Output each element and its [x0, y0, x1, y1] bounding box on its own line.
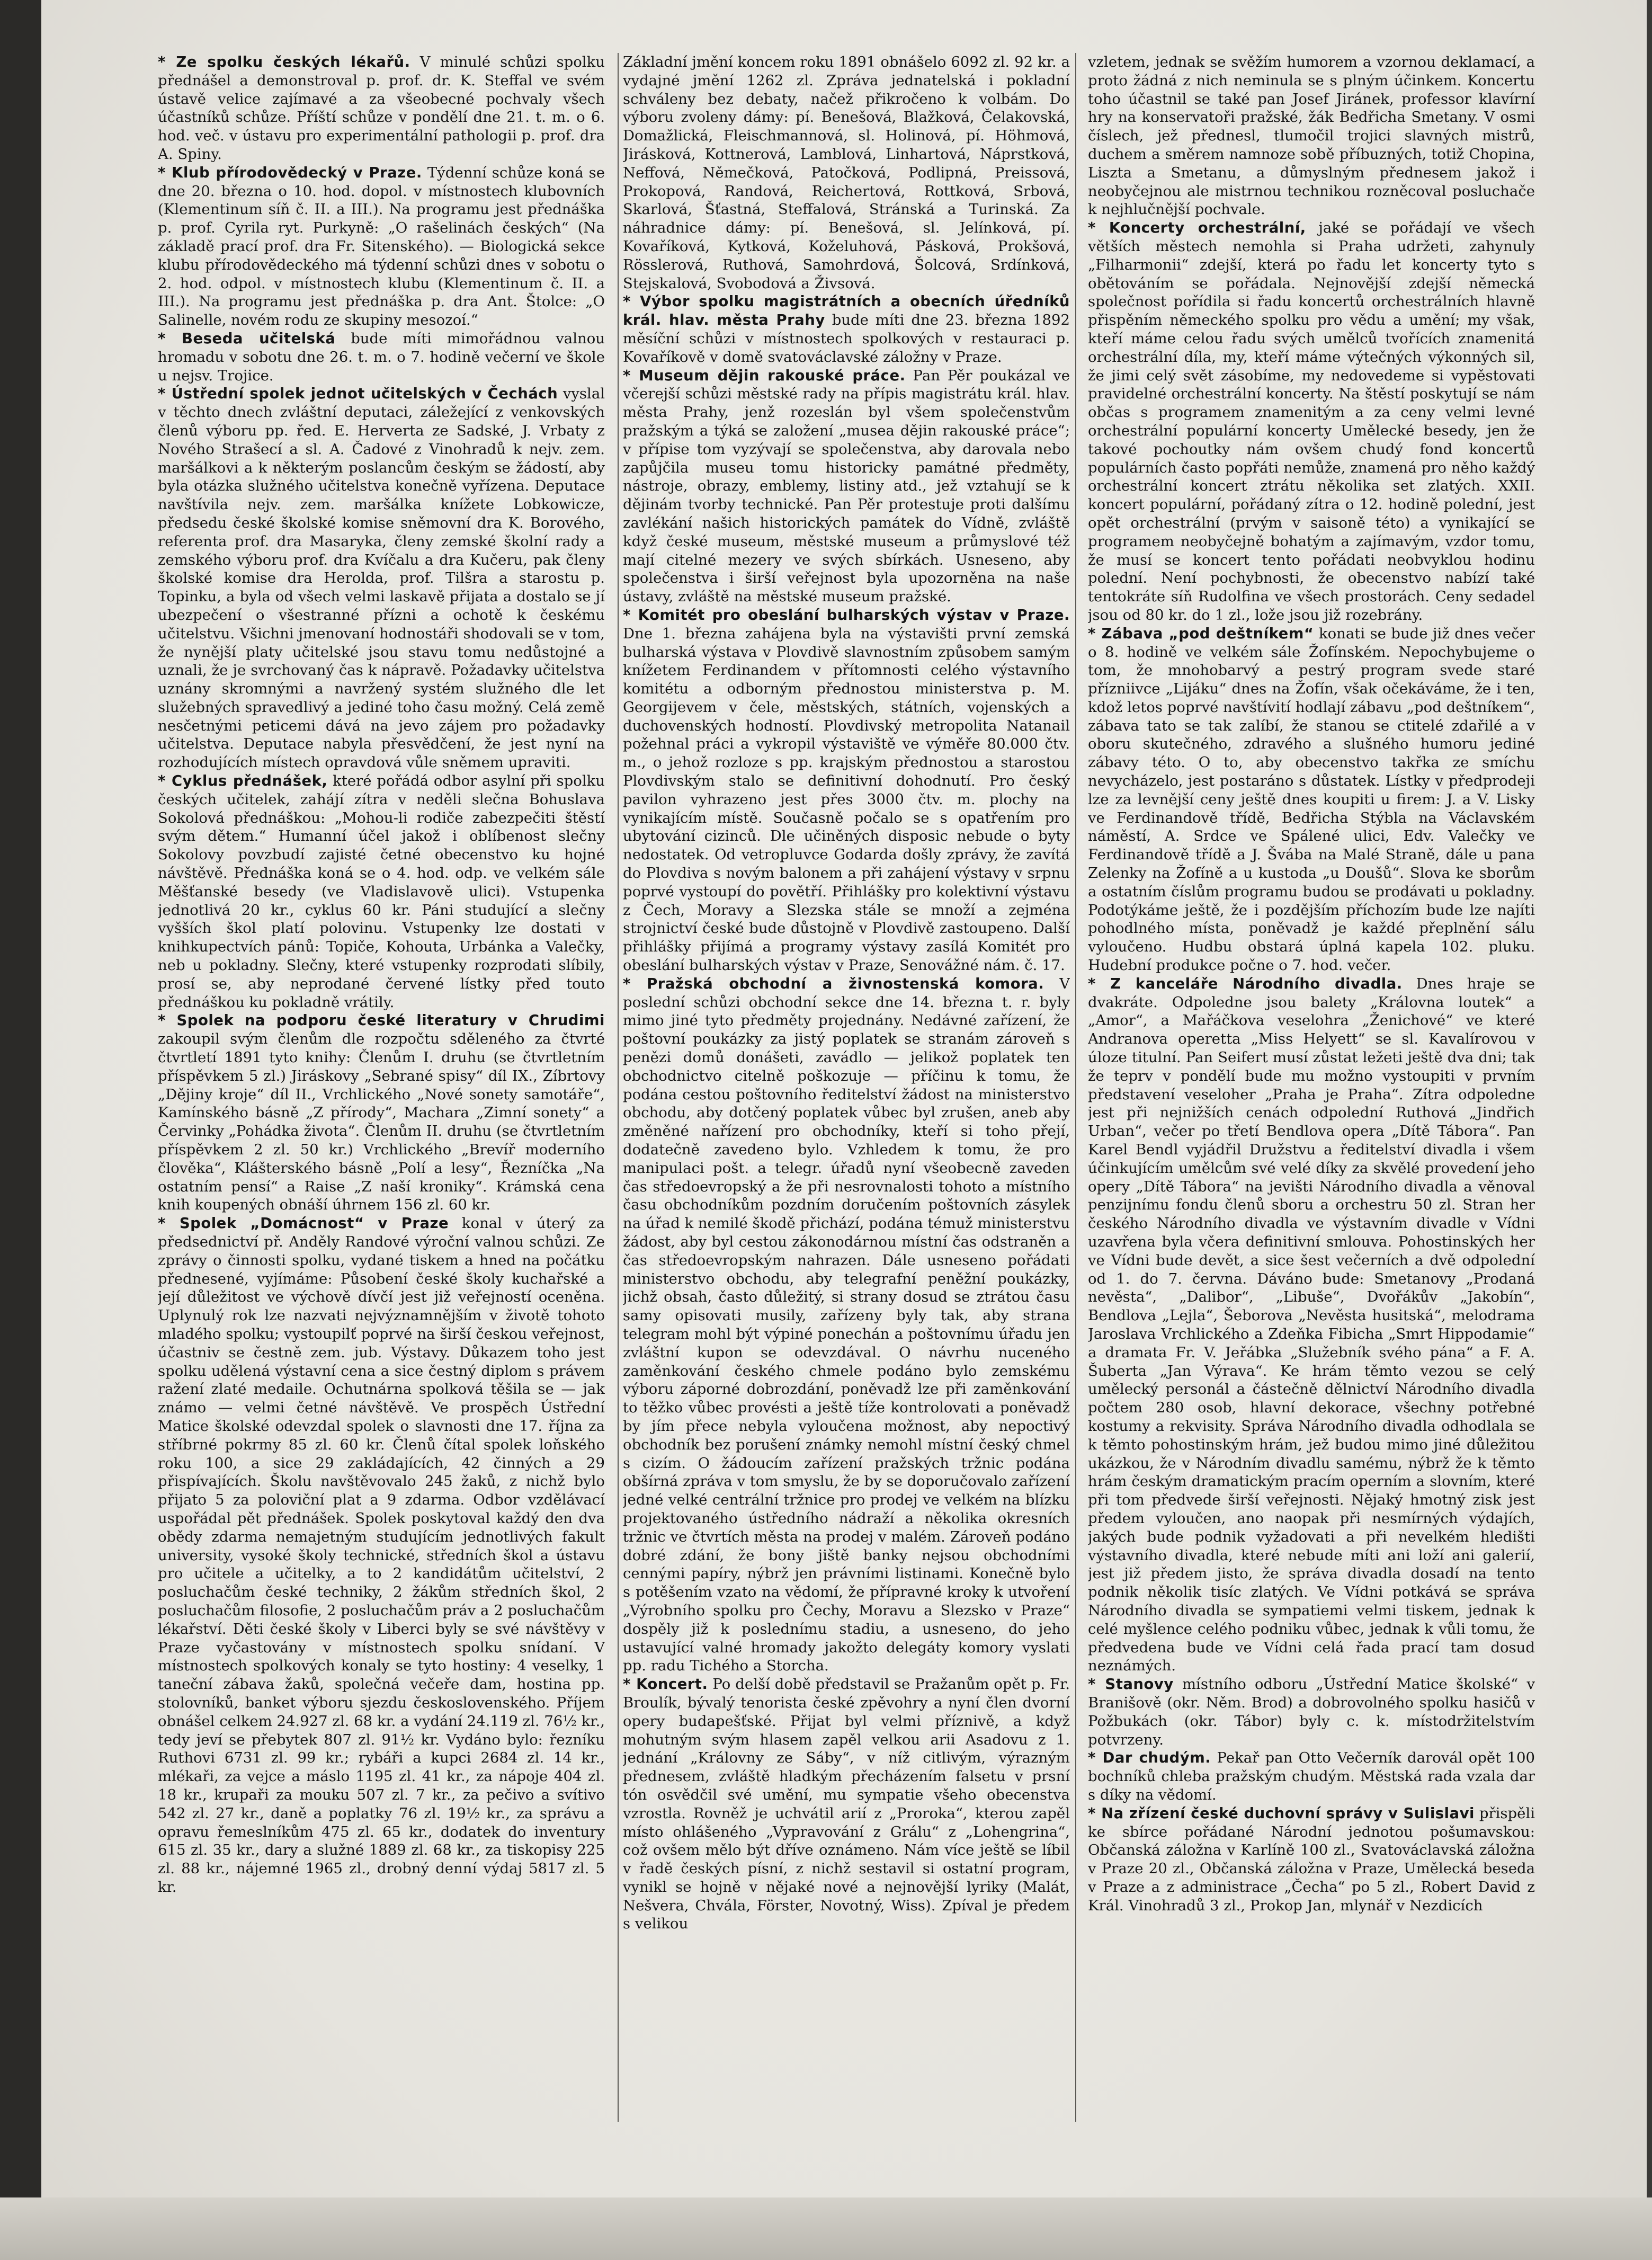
paragraph-text: Týdenní schůze koná se dne 20. března o 10. hod. dopol. v místnostech klubovních (Klementinum síň č. II. a III.). Na programu jest přednáška p. prof. Cyrila ryt. Purkyně: „O rašelinách českých“ (Na základě prací prof. dra Fr. Sitenského). — Biologická sekce klubu přírodovědeckého má týdenní schůzi dnes v sobotu o 2. hod. odpol. v místnostech klubu (Klementinum č. II. a III.). Na programu jest přednáška p. dra Ant. Štolce: „O Salinelle, novém rodu ze skupiny mesozoí.“ [158, 164, 605, 329]
paragraph-heading: * Koncert. [623, 1676, 708, 1693]
paragraph-text: V poslední schůzi obchodní sekce dne 14. března t. r. byly mimo jiné tyto předměty projednány. Nedávné zařízení, že poštovní poukázky za jistý poplatek se stranám zároveň s penězi domů donášeti, zavádlo — jelikož poplatek ten obchodnictvo citelně poškozuje — příčinu k tomu, že podána cestou poštovního ředitelství žádost na ministerstvo obchodu, aby dotčený poplatek vůbec byl zrušen, aneb aby změněné nařízení pro obchodníky, kteří si toho přejí, dodatečně zavedeno bylo. Vzhledem k tomu, že pro manipulaci pošt. a telegr. úřadů nyní všeobecně zaveden čas středoevropský a že při nesrovnalosti tohoto a místního času obchodníkům pozdním doručením poštovních zásylek na úřad k nemilé škodě přichází, podána témuž ministerstvu žádost, aby byl cestou zákonodárnou místní čas odstraněn a čas středoevropským nahrazen. Dále usneseno pořádati ministerstvo obchodu, aby telegrafní peněžní poukázky, jichž obsah, často důležitý, si strany dosud se ztrátou času samy opisovati musily, zařízeny byly tak, aby strana telegram mohl být výpiné ponechán a poštovnímu úřadu jen zvláštní kupon se odevzdával. O návrhu nuceného zaměnkování českého chmele podáno bylo zemskému výboru záporné dobrozdání, poněvadž lze při zaměnkování to těžko vůbec provésti a ještě tíže kontrolovati a poněvadž by jím přece nebyla vyloučena možnost, aby nepoctivý obchodník bez porušení známky nemohl místní český chmel s cizím. O žádoucím zařízení pražských tržnic podána obšírná zpráva v tom smyslu, že by se doporučovalo zařízení jedné velké centrální tržnice pro prodej ve velkém na blízku projektovaného ústředního nádraží a několika okresních tržnic ve čtvrtích města na prodej v malém. Zároveň podáno dobré zdání, že bony jiště banky nejsou obchodními cennými papíry, nýbrž jen právními listinami. Konečně bylo s potěšením vzato na vědomí, že přípravné kroky k utvoření „Výrobního spolku pro Čechy, Moravu a Slezsko v Praze“ dospěly již k poslednímu stadiu, a usneseno, do jeho ustavující valné hromady jakožto delegáty komory vyslati pp. radu Tichého a Storcha. [623, 975, 1070, 1675]
paragraph-text: Po delší době představil se Pražanům opět p. Fr. Broulík, bývalý tenorista české zpěvohry a nyní člen dvorní opery budapešťské. Přijat byl velmi příznivě, a když mohutným svým hlasem zapěl velkou arii Asadovu z 1. jednání „Královny ze Sáby“, v níž citlivým, výrazným přednesem, zvláště hladkým přecházením falsetu v prsní tón osvědčil své umění, mu sympatie všeho obecenstva vzrostla. Rovněž je uchvátil arií z „Proroka“, kterou zapěl místo ohlášeného „Vypravování z Grálu“ z „Lohengrina“, což ovšem mělo být dříve oznámeno. Nám více ještě se líbil v řadě českých písní, z nichž sestavil si ostatní program, vynikl se hojně v nějaké nové a nejnovější lyriky (Malát, Nešvera, Chvála, Förster, Novotný, Wiss). Zpíval je předem s velikou [623, 1676, 1070, 1933]
paragraph-text: Dne 1. března zahájena byla na výstavišti první zemská bulharská výstava v Plovdivě slavnostním způsobem samým knížetem Ferdinandem v přítomnosti celého výstavního komitétu a odborným přednostou ministerstva p. M. Georgijevem v čele, městských, státních, vojenských a duchovenských hodností. Plovdivský metropolita Natanail požehnal práci a vykropil výstaviště ve výměře 80.000 čtv. m., o jehož rozloze s pp. krajským přednostou a starostou Plovdivským stalo se definitivní dohodnutí. Pro český pavilon vyhrazeno jest přes 3000 čtv. m. plochy na vynikajícím místě. Současně počalo se s opatřením pro ubytování cizinců. Dle učiněných disposic nebude o byty nedostatek. Od vetropluvce Godarda došly zprávy, že zavítá do Plovdiva s novým balonem a při zahájení výstavy v srpnu poprvé vystoupí do povětří. Přihlášky pro kolektivní výstavu z Čech, Moravy a Slezska stále se množí a zejména strojnictví české bude důstojně v Plovdivě zastoupeno. Další přihlášky přijímá a programy výstavy zasílá Komitét pro obeslání bulharských výstav v Praze, Senovážné nám. č. 17. [623, 625, 1070, 974]
paragraph-text: Základní jmění koncem roku 1891 obnášelo 6092 zl. 92 kr. a vydajné jmění 1262 zl. Zpráva jednatelská i pokladní schváleny bez debaty, načež přikročeno k volbám. Do výboru zvoleny dámy: pí. Benešová, Blažková, Čelakovská, Domažlická, Fleischmannová, sl. Holinová, pí. Höhmová, Jirásková, Kottnerová, Lamblová, Linhartová, Náprstková, Neffová, Němečková, Patočková, Podlipná, Preissová, Prokopová, Randová, Reichertová, Rottková, Srbová, Skarlová, Šťastná, Steffalová, Stránská a Turinská. Za náhradnice dámy: pí. Benešová, sl. Jelínková, pí. Kovaříková, Kytková, Koželuhová, Pásková, Prokšová, Rösslerová, Ruthová, Samohrdová, Šolcová, Srdínková, Stejskalová, Svobodová a Živsová. [623, 54, 1070, 292]
news-paragraph [623, 975, 1070, 1675]
news-paragraph [623, 292, 1070, 366]
paragraph-heading: * Beseda učitelská [158, 330, 336, 347]
news-paragraph [158, 1214, 605, 1896]
column-2 [623, 53, 1070, 2130]
paragraph-text: Dnes hraje se dvakráte. Odpoledne jsou balety „Královna loutek“ a „Amor“, a Mařáčkova veselohra „Ženichové“ ve které Andranova operetta „Miss Helyett“ se sl. Kavalírovou v úloze titulní. Pan Seifert musí zůstat ležeti ještě dva dni; tak že teprv v pondělí bude mu možno vystoupiti v prvním představení veseloher „Praha je Praha“. Zítra odpoledne jest při nejnižších cenách odpolední Ruthová „Jindřich Urban“, večer po třetí Bendlova opera „Dítě Tábora“. Pan Karel Bendl vyjádřil Družstvu a ředitelství divadla i všem účinkujícím umělcům své velé díky za skvělé provedení jeho opery „Dítě Tábora“ na jevišti Národního divadla a věnoval penzijnímu fondu členů sboru a orchestru 50 zl. Stran her českého Národního divadla ve výstavním divadle v Vídni uzavřena byla včera definitivní smlouva. Pohostinských her ve Vídni bude devět, a sice šest večerních a dvě odpolední od 1. do 7. června. Dáváno bude: Smetanovy „Prodaná nevěsta“, „Dalibor“, „Libuše“, Dvořákův „Jakobín“, Bendlova „Lejla“, Šeborova „Nevěsta husitská“, melodrama Jaroslava Vrchlického a Zdeňka Fibicha „Smrt Hippodamie“ a dramata Fr. V. Jeřábka „Služebník svého pána“ a F. A. Šuberta „Jan Výrava“. Ke hrám těmto vezou se celý umělecký personál a částečně dělnictví Národního divadla počtem 280 osob, hlavní dekorace, všechny potřebné kostumy a rekvisity. Správa Národního divadla odhodlala se k těmto pohostinským hrám, jež budou mimo jiné důležitou ukázkou, že v Národním divadlu samému, nýbrž že k těmto hrám českým dramatickým pracím operním a slovním, které při tom předvede širší veřejnosti. Nějaký hmotný zisk jest předem vyloučen, ano naopak při nesmírných výdajích, jakých bude podnik vyžadovati a při nevelkém hledišti výstavního divadla, které nebude míti ani loží ani galerií, jest již předem jisto, že správa divadla dosadí na tento podnik několik tisíc zlatých. Ve Vídni potkává se správa Národního divadla se sympatiemi velmi tiskem, jednak k celé myšlence celého podniku vůbec, jednak k vůli tomu, že předvedena bude ve Vídni celá řada prací tam dosud neznámých. [1088, 975, 1535, 1675]
news-paragraph [623, 367, 1070, 606]
paragraph-text: Pan Pěr poukázal ve včerejší schůzi městské rady na přípis magistrátu král. hlav. města Prahy, jenž rozeslán byl všem společenstvům pražským a týká se založení „musea dějin rakouské práce“; v přípise tom vyzývají se společenstva, aby darovala nebo zapůjčila museu tomu historicky památné předměty, nástroje, obrazy, emblemy, listiny atd., jež vztahují se k dějinám tvorby technické. Pan Pěr protestuje proti dalšímu zavlékání našich historických památek do Vídně, zvláště když české museum, městské museum a průmyslové též mají citelné mezery ve svých sbírkách. Usneseno, aby společenstva i širší veřejnost byla upozorněna na naše ústavy, zvláště na městské museum pražské. [623, 367, 1070, 606]
paragraph-heading: * Na zřízení české duchovní správy v Sulislavi [1088, 1804, 1475, 1822]
paragraph-heading: * Zábava „pod deštníkem“ [1088, 625, 1314, 642]
paragraph-heading: * Z kanceláře Národního divadla. [1088, 975, 1403, 992]
paragraph-text: které pořádá odbor asylní při spolku českých učitelek, zahájí zítra v neděli slečna Bohuslava Sokolová přednáškou: „Mohou-li rodiče zabezpečiti štěstí svým dětem.“ Humanní účel jakož i oblíbenost slečny Sokolovy povzbudí zajisté četné obecenstvo ku hojné návštěvě. Přednáška koná se o 4. hod. odp. ve velkém sále Měšťanské besedy (ve Vladislavově ulici). Vstupenka jednotlivá 20 kr., cyklus 60 kr. Páni studující a slečny vyšších škol platí polovinu. Vstupenky lze dostati v knihkupectvích pánů: Topiče, Kohouta, Urbánka a Valečky, neb u pokladny. Slečny, které vstupenky rozprodati slíbily, prosí se, aby neprodané červené lístky před touto přednáškou ku pokladně vrátily. [158, 772, 605, 1011]
paragraph-heading: * Koncerty orchestrální, [1088, 219, 1306, 237]
paragraph-text: vyslal v těchto dnech zvláštní deputaci, záležející z venkovských členů výboru pp. řed. E. Herverta ze Sadské, J. Vrbaty z Nového Strašecí a sl. A. Čadové z Vinohradů k nejv. zem. maršálkovi a k některým poslancům českým se žádostí, aby byla otázka služného učitelstva konečně vyřízena. Deputace navštívila nejv. zem. maršálka knížete Lobkowicze, předsedu české školské komise sněmovní dra K. Borového, referenta prof. dra Masaryka, členy zemské školní rady a zemského výboru prof. dra Kvíčalu a dra Kučeru, pak členy školské komise dra Herolda, prof. Tilšra a starostu p. Topinku, a byla od všech velmi laskavě přijata a dostalo se jí ubezpečení o všestranné přízni a ochotě k českému učitelstvu. Všichni jmenovaní hodnostáři shodovali se v tom, že nynější platy učitelské jsou stavu tomu nedůstojné a uznali, že je svrchovaný čas k nápravě. Požadavky učitelstva uznány skromnými a navržený systém služného dle let služebných spravedlivý a jediné toho času možný. Celá země nesčetnými peticemi dává na jevo zájem pro požadavky učitelstva. Deputace nabyla přesvědčení, že jest nyní na rozhodujících místech opravdová vůle sněmem upraviti. [158, 385, 605, 771]
paragraph-text: přispěli ke sbírce pořádané Národní jednotou pošumavskou: Občanská záložna v Karlíně 100 zl., Svatováclavská záložna v Praze 20 zl., Občanská záložna v Praze, Umělecká beseda v Praze a z administrace „Čecha“ po 5 zl., Robert David z Král. Vinohradů 3 zl., Prokop Jan, mlynář v Nezdicích [1088, 1804, 1535, 1914]
scan-left-edge [0, 0, 41, 2260]
news-paragraph [623, 606, 1070, 975]
paragraph-text: konal v úterý za předsednictví př. Anděly Randové výroční valnou schůzi. Ze zprávy o činnosti spolku, vydané tiskem a hned na počátku přednesené, vyjímáme: Působení české školy kuchařské a její důležitost ve výchově dívčí jest již veřejností oceněna. Uplynulý rok lze nazvati nejvýznamnějším v životě tohoto mladého spolku; vystoupilť poprvé na širší českou veřejnost, účastniv se čestně zem. jub. Výstavy. Důkazem toho jest spolku udělená výstavní cena a sice čestný diplom s právem ražení zlaté medaile. Ochutnárna spolková těšila se — jak známo — velmi četné návštěvě. Ve prospěch Ústřední Matice školské odevzdal spolek o slavnosti dne 17. října za stříbrné pokrmy 85 zl. 60 kr. Členů čítal spolek loňského roku 100, a sice 29 zakládajících, 42 činných a 29 přispívajících. Školu navštěvovalo 245 žaků, z nichž bylo přijato 5 za poloviční plat a 9 zdarma. Odbor vzdělávací uspořádal pět přednášek. Spolek poskytoval každý den dva obědy zdarma nemajetným studujícím jednotlivých fakult university, vysoké školy technické, středních škol a ústavu pro učitele a učitelky, a to 2 kandidátům učitelství, 2 posluchačům české techniky, 2 žákům středních škol, 2 posluchačům filosofie, 2 posluchačům práv a 2 posluchačům lékařství. Děti české školy v Liberci byly se své návštěvy v Praze vyčastovány v místnostech spolku snídaní. V místnostech spolkových konaly se tyto hostiny: 4 veselky, 1 taneční zábava žaků, společná večeře dam, hostina pp. stolovníků, banket výboru sjezdu československého. Příjem obnášel celkem 24.927 zl. 68 kr. a vydání 24.119 zl. 76½ kr., tedy jeví se přebytek 807 zl. 91½ kr. Vydáno bylo: řezníku Ruthovi 6731 zl. 99 kr.; rybáři a kupci 2684 zl. 14 kr., mlékaři, za vejce a máslo 1195 zl. 41 kr., za nápoje 404 zl. 18 kr., krupaři za mouku 507 zl. 7 kr., za pečivo a svítivo 542 zl. 27 kr., daně a poplatky 76 zl. 19½ kr., za správu a opravu řemeslníkům 475 zl. 65 kr., dodatek do inventury 615 zl. 35 kr., dary a služné 1889 zl. 68 kr., za tiskopisy 225 zl. 88 kr., nájemné 1965 zl., drobný denní výdaj 5817 zl. 5 kr. [158, 1215, 605, 1896]
paragraph-heading: * Stanovy [1088, 1676, 1174, 1693]
news-paragraph [1088, 1675, 1535, 1749]
paragraph-heading: * Ze spolku českých lékařů. [158, 54, 410, 70]
news-paragraph [1088, 1804, 1535, 1915]
paragraph-heading: * Komitét pro obeslání bulharských výstav v Praze. [623, 606, 1070, 624]
column-3 [1088, 53, 1535, 2130]
news-paragraph [1088, 975, 1535, 1675]
paragraph-text: místního odboru „Ústřední Matice školské“ v Branišově (okr. Něm. Brod) a dobrovolného spolku hasičů v Požbukách (okr. Tábor) byly c. k. místodržitelstvím potvrzeny. [1088, 1676, 1535, 1748]
scan-bottom-edge [0, 2197, 1652, 2260]
paragraph-text: konati se bude již dnes večer o 8. hodině ve velkém sále Žofínském. Nepochybujeme o tom, že mnohobarvý a pestrý program svede staré přízniivce „Lijáku“ dnes na Žofín, však očekáváme, že i ten, kdož letos poprvé navštívití hodlají zábavu „pod deštníkem“, zábava tato se tak zalíbí, že stanou se ctitelé zdařilé a v oboru skutečného, zdravého a slušného humoru jediné zábavy této. O to, aby obecenstvo takřka ze smíchu nevycházelo, jest postaráno s důstatek. Lístky v předprodeji lze za levnější ceny ještě dnes koupiti u firem: J. a V. Lisky ve Ferdinandově třídě, Bedřicha Stýbla na Václavském náměstí, A. Srdce ve Spálené ulici, Edv. Valečky ve Ferdinandově třídě a J. Švába na Malé Straně, dále u pana Zelenky na Žofíně a u kustoda „u Doušů“. Slova ke sborům a ostatním číslům programu budou se prodávati u pokladny. Podotýkáme ještě, že i pozdějším příchozím bude lze najíti pohodlného místa, poněvadž je každé přeplnění sálu vyloučeno. Hudbu obstará úplná kapela 102. pluku. Hudební produkce počne o 7. hod. večer. [1088, 625, 1535, 974]
paragraph-text: bude míti mimořádnou valnou hromadu v sobotu dne 26. t. m. o 7. hodině večerní ve škole u nejsv. Trojice. [158, 330, 605, 384]
paragraph-heading: * Klub přírodovědecký v Praze. [158, 164, 422, 181]
paragraph-heading: * Pražská obchodní a živnostenská komora. [623, 975, 1044, 992]
news-paragraph [158, 1011, 605, 1214]
news-paragraph [158, 53, 605, 164]
paragraph-heading: * Ústřední spolek jednot učitelských v Čechách [158, 385, 558, 403]
paragraph-text: V minulé schůzi spolku přednášel a demonstroval p. prof. dr. K. Steffal ve svém ústavě velice zajímavé a za všeobecné pochvaly všech účastníků schůze. Příští schůze v pondělí dne 21. t. m. o 6. hod. več. v ústavu pro experimentální pathologii p. prof. dra A. Spiny. [158, 54, 605, 163]
news-paragraph [158, 772, 605, 1011]
paragraph-text: jaké se pořádají ve všech větších městech nemohla si Praha udržeti, zahynuly „Filharmonii“ zdejší, která po řadu let koncerty tyto s obětováním se pořádala. Nejnovější zdejší německá společnost pořídila si řadu koncertů orchestrálních hlavně přispěním německého spolku pro vědu a umění; my však, kteří máme celou řadu svých umělců tvořících znamenitá orchestrální díla, my, kteří máme výtečných výkonných sil, že jimi celý svět zásobíme, my nedovedeme si vypěstovati pravidelné orchestrální koncerty. Na štěstí poskytují se nám občas s programem znamenitým a za ceny velmi levné orchestrální populární koncerty Umělecké besedy, jen že takové pochoutky nám ovšem chudý fond koncertů populárních často popřáti nemůže, znamená pro něho každý orchestrální koncert ztrátu několika set zlatých. XXII. koncert populární, pořádaný zítra o 12. hodině polední, jest opět orchestrální (prvým v saisoně této) a vynikající se programem neobyčejně bohatým a zajímavým, vzdor tomu, že musí se koncert tento pořádati neobvyklou hodinu polední. Není pochybnosti, že obecenstvo nabízí také tentokráte síň Rudolfina ve všech prostorách. Ceny sedadel jsou od 80 kr. do 1 zl., lože jsou již rozebrány. [1088, 219, 1535, 624]
news-paragraph [1088, 625, 1535, 975]
paragraph-text: vzletem, jednak se svěžím humorem a vzornou deklamací, a proto žádná z nich neminula se s plným účinkem. Koncertu toho účastnil se také pan Josef Jiránek, professor klavírní hry na konservatoři pražské, žák Bedřicha Smetany. V osmi číslech, jež přednesl, tlumočil trojici slavných mistrů, duchem a směrem namnoze sobě příbuzných, totiž Chopina, Liszta a Smetanu, a důmyslným přednesem jakož i neobyčejnou ale mistrnou technikou rozněcoval posluchače k nejhlučnější pochvale. [1088, 54, 1535, 218]
paragraph-heading: * Výbor spolku magistrátních a obecních úředníků král. hlav. města Prahy [623, 293, 1070, 329]
paragraph-text: bude míti dne 23. března 1892 měsíční schůzi v místnostech spolkových v restauraci p. Kovaříkově v domě svatováclavské záložny v Praze. [623, 312, 1070, 366]
scan-right-edge [1647, 0, 1652, 2260]
news-paragraph [623, 1675, 1070, 1933]
news-paragraph [1088, 1749, 1535, 1804]
paragraph-heading: * Spolek „Domácnost“ v Praze [158, 1215, 449, 1232]
paragraph-text: Pekař pan Otto Večerník darovál opět 100 bochníků chleba pražským chudým. Městská rada vzala dar s díky na vědomí. [1088, 1749, 1535, 1803]
news-paragraph [158, 330, 605, 385]
paragraph-heading: * Cyklus přednášek, [158, 772, 328, 790]
paragraph-heading: * Dar chudým. [1088, 1749, 1211, 1767]
column-1 [158, 53, 605, 2130]
paragraph-text: zakoupil svým členům dle rozpočtu sděleného za čtvrté čtvrtletí 1891 tyto knihy: Členům I. druhu (se čtvrtletním příspěvkem 5 zl.) Jiráskovy „Sebrané spisy“ díl IX., Zíbrtovy „Dějiny kroje“ díl II., Vrchlického „Nové sonety samotáře“, Kamínského básně „Z přírody“, Machara „Zimní sonety“ a Červinky „Pohádka života“. Členům II. druhu (se čtvrtletním příspěvkem 2 zl. 50 kr.) Vrchlického „Brevíř moderního člověka“, Klášterského básně „Polí a lesy“, Řezníčka „Na ostatním pensí“ a Raise „Z naší kroniky“. Krámská cena knih koupených obnáší úhrnem 156 zl. 60 kr. [158, 1030, 605, 1214]
news-paragraph [158, 385, 605, 772]
news-paragraph [1088, 219, 1535, 625]
paragraph-heading: * Spolek na podporu české literatury v Chrudimi [158, 1012, 605, 1029]
news-paragraph [1088, 53, 1535, 219]
text-columns [158, 53, 1535, 2130]
news-paragraph [623, 53, 1070, 292]
news-paragraph [158, 164, 605, 330]
paragraph-heading: * Museum dějin rakouské práce. [623, 367, 906, 384]
